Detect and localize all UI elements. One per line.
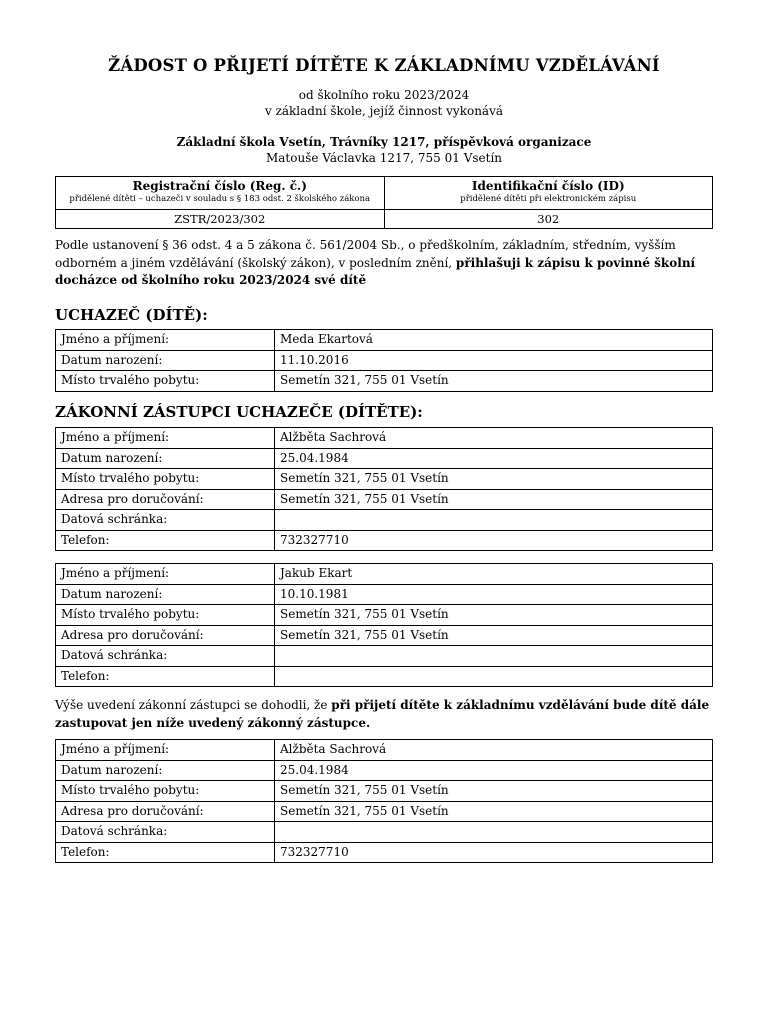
- field-value: [275, 822, 713, 843]
- field-value: Semetín 321, 755 01 Vsetín: [275, 801, 713, 822]
- field-label: Místo trvalého pobytu:: [56, 469, 275, 490]
- school-address: Matouše Václavka 1217, 755 01 Vsetín: [265, 151, 503, 165]
- field-value: Alžběta Sachrová: [275, 428, 713, 449]
- id-number-title: Identifikační číslo (ID): [471, 179, 625, 193]
- child-section-heading: UCHAZEČ (DÍTĚ):: [55, 306, 208, 324]
- field-label: Datum narození:: [56, 760, 275, 781]
- id-number-note: přidělené dítěti při elektronickém zápisu: [460, 194, 637, 204]
- table-row: [56, 510, 713, 531]
- field-value: Alžběta Sachrová: [275, 740, 713, 761]
- intro-text: Podle ustanovení § 36 odst. 4 a 5 zákona č. 561/2004 Sb., o předškolním, základním, středním, vyšším odborném a jiném vzdělávání (školský zákon), v posledním znění,: [55, 238, 676, 270]
- field-value: 25.04.1984: [275, 760, 713, 781]
- table-row: [56, 469, 713, 490]
- table-row: [56, 781, 713, 802]
- field-label: Datová schránka:: [56, 646, 275, 667]
- field-label: Jméno a příjmení:: [56, 564, 275, 585]
- field-label: Telefon:: [56, 842, 275, 863]
- field-value: [275, 646, 713, 667]
- field-label: Datum narození:: [56, 448, 275, 469]
- table-row: [56, 822, 713, 843]
- field-value: Semetín 321, 755 01 Vsetín: [275, 781, 713, 802]
- field-label: Jméno a příjmení:: [56, 740, 275, 761]
- table-row: [56, 625, 713, 646]
- table-row: [56, 842, 713, 863]
- table-row: [56, 564, 713, 585]
- table-row: [56, 740, 713, 761]
- field-value: 11.10.2016: [275, 350, 713, 371]
- school-year-line: od školního roku 2023/2024: [298, 88, 470, 102]
- field-label: Místo trvalého pobytu:: [56, 605, 275, 626]
- table-row: [56, 530, 713, 551]
- field-value: [275, 666, 713, 687]
- field-label: Adresa pro doručování:: [56, 625, 275, 646]
- table-row: [56, 646, 713, 667]
- field-label: Datová schránka:: [56, 822, 275, 843]
- intro-text-bold: přihlašuji k zápisu k povinné školní docházce od školního roku 2023/2024 své dítě: [55, 255, 696, 287]
- field-label: Datová schránka:: [56, 510, 275, 531]
- field-value: Semetín 321, 755 01 Vsetín: [275, 625, 713, 646]
- field-label: Jméno a příjmení:: [56, 428, 275, 449]
- child-table: [55, 329, 713, 392]
- field-value: 25.04.1984: [275, 448, 713, 469]
- table-row: [56, 350, 713, 371]
- representative-table: [55, 739, 713, 863]
- field-label: Datum narození:: [56, 350, 275, 371]
- field-value: Semetín 321, 755 01 Vsetín: [275, 371, 713, 392]
- field-value: 732327710: [275, 842, 713, 863]
- field-value: 732327710: [275, 530, 713, 551]
- field-label: Telefon:: [56, 666, 275, 687]
- table-row: [56, 760, 713, 781]
- field-label: Jméno a příjmení:: [56, 330, 275, 351]
- agreement-text-bold: při přijetí dítěte k základnímu vzdělávání bude dítě dále zastupovat jen níže uvedený zákonný zástupce.: [55, 698, 710, 730]
- school-intro-line: v základní škole, jejíž činnost vykonává: [264, 104, 504, 118]
- field-value: Semetín 321, 755 01 Vsetín: [275, 489, 713, 510]
- field-value: Semetín 321, 755 01 Vsetín: [275, 469, 713, 490]
- field-label: Adresa pro doručování:: [56, 801, 275, 822]
- agreement-paragraph: [55, 697, 715, 732]
- table-row: [56, 801, 713, 822]
- table-row: [56, 605, 713, 626]
- id-number-header: [384, 177, 713, 210]
- field-label: Datum narození:: [56, 584, 275, 605]
- table-row: [56, 448, 713, 469]
- reg-number-header: [56, 177, 385, 210]
- field-value: 10.10.1981: [275, 584, 713, 605]
- reg-number-note: přidělené dítěti – uchazeči v souladu s § 183 odst. 2 školského zákona: [69, 194, 371, 204]
- guardian2-table: [55, 563, 713, 687]
- field-label: Telefon:: [56, 530, 275, 551]
- field-label: Místo trvalého pobytu:: [56, 371, 275, 392]
- registration-table: [55, 176, 713, 229]
- guardian1-table: [55, 427, 713, 551]
- form-title: ŽÁDOST O PŘIJETÍ DÍTĚTE K ZÁKLADNÍMU VZDĚLÁVÁNÍ: [108, 56, 660, 75]
- table-row: [56, 584, 713, 605]
- field-label: Adresa pro doručování:: [56, 489, 275, 510]
- field-value: Semetín 321, 755 01 Vsetín: [275, 605, 713, 626]
- guardians-section-heading: ZÁKONNÍ ZÁSTUPCI UCHAZEČE (DÍTĚTE):: [55, 403, 423, 421]
- field-value: Meda Ekartová: [275, 330, 713, 351]
- table-row: [56, 666, 713, 687]
- reg-number-title: Registrační číslo (Reg. č.): [132, 179, 307, 193]
- school-name: Základní škola Vsetín, Trávníky 1217, příspěvková organizace: [176, 135, 592, 149]
- table-row: [56, 489, 713, 510]
- table-row: [56, 428, 713, 449]
- field-label: Místo trvalého pobytu:: [56, 781, 275, 802]
- table-row: [56, 330, 713, 351]
- field-value: Jakub Ekart: [275, 564, 713, 585]
- agreement-text: Výše uvedení zákonní zástupci se dohodli, že: [55, 698, 332, 712]
- reg-number-value: ZSTR/2023/302: [56, 210, 385, 229]
- table-row: [56, 371, 713, 392]
- field-value: [275, 510, 713, 531]
- intro-paragraph: [55, 237, 715, 290]
- id-number-value: 302: [384, 210, 713, 229]
